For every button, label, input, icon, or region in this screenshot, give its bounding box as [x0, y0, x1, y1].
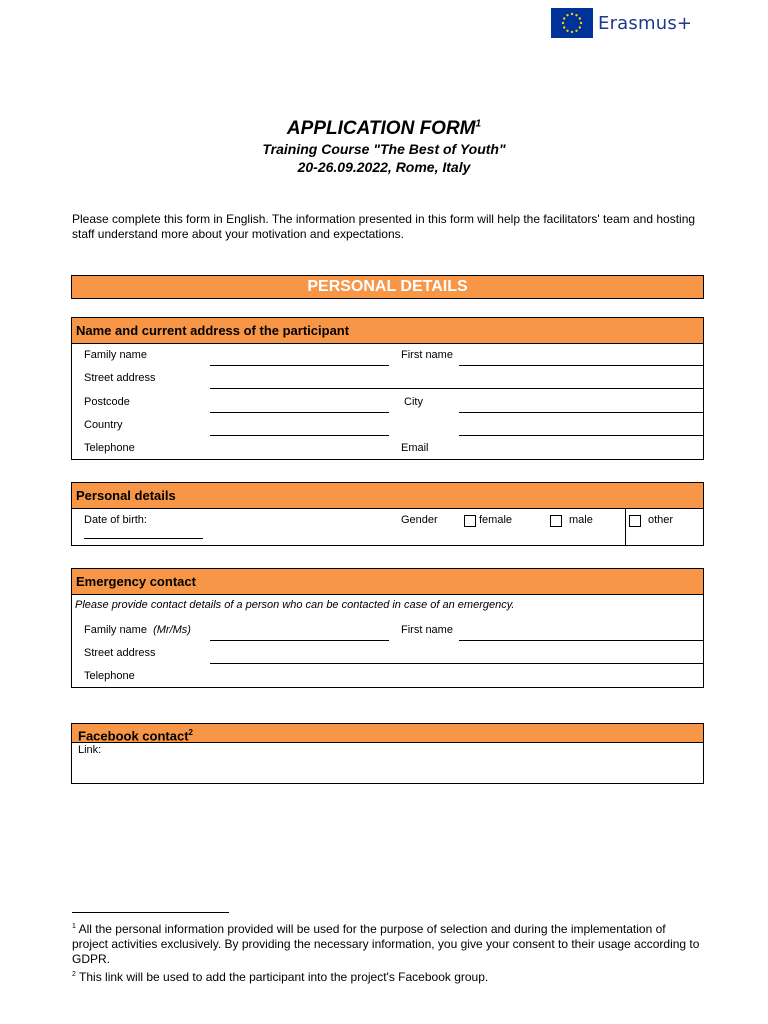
- section-banner-personal-details: PERSONAL DETAILS: [71, 275, 704, 299]
- eu-flag-icon: [551, 8, 593, 38]
- emergency-family-name-field[interactable]: [210, 640, 389, 641]
- postcode-label: Postcode: [84, 396, 130, 408]
- country-field[interactable]: [210, 435, 389, 436]
- street-address-field[interactable]: [210, 388, 704, 389]
- gender-other-label: other: [648, 514, 674, 526]
- street-address-label: Street address: [84, 372, 156, 384]
- erasmus-logo: [551, 8, 692, 38]
- email-label: Email: [401, 442, 429, 454]
- first-name-label: First name: [401, 349, 453, 361]
- gender-male-label: male: [569, 514, 593, 526]
- facebook-contact-box: [71, 723, 704, 784]
- footnote-ref-1[interactable]: 1: [475, 118, 482, 130]
- emergency-family-name-hint: (Mr/Ms): [153, 624, 191, 636]
- gender-divider: [625, 509, 626, 545]
- emergency-telephone-label: Telephone: [84, 670, 135, 682]
- first-name-field[interactable]: [459, 365, 704, 366]
- emergency-first-name-field[interactable]: [459, 640, 704, 641]
- emergency-contact-box: [71, 568, 704, 688]
- footnote-1: $^1$ All the personal information provided will be used for the purpose of selection and during the implementation of project activities exclusively. By providing the necessary information, you give your consent to their usage according to GDPR.: [72, 922, 700, 966]
- title-block: [0, 118, 768, 176]
- date-of-birth-field[interactable]: [84, 538, 203, 539]
- emergency-first-name-label: First name: [401, 624, 453, 636]
- date-of-birth-label: Date of birth:: [84, 514, 147, 526]
- gender-female-label: female: [479, 514, 513, 526]
- family-name-label: Family name: [84, 349, 147, 361]
- facebook-contact-heading: Facebook contact$^2$: [72, 724, 703, 743]
- address-box: [71, 317, 704, 460]
- page-subtitle-date: 20-26.09.2022, Rome, Italy: [297, 159, 471, 175]
- gender-male-checkbox[interactable]: [550, 515, 562, 527]
- facebook-link-label: Link:: [78, 744, 102, 756]
- page-subtitle-course: Training Course "The Best of Youth": [262, 141, 506, 157]
- country-field-extra[interactable]: [459, 435, 704, 436]
- personal-details-heading: Personal details: [72, 483, 703, 509]
- footnote-divider: [72, 912, 229, 913]
- gender-female-checkbox[interactable]: [464, 515, 476, 527]
- emergency-contact-heading: Emergency contact: [72, 569, 703, 595]
- personal-details-box: [71, 482, 704, 546]
- logo-text: Erasmus+: [598, 12, 693, 34]
- gender-label: Gender: [401, 514, 438, 526]
- city-label: City: [404, 396, 423, 408]
- telephone-label: Telephone: [84, 442, 135, 454]
- footnote-ref-2[interactable]: 2: [188, 728, 193, 737]
- family-name-field[interactable]: [210, 365, 389, 366]
- country-label: Country: [84, 419, 123, 431]
- emergency-family-name-label: Family name (Mr/Ms): [84, 624, 191, 636]
- emergency-note: Please provide contact details of a person who can be contacted in case of an emergency.: [75, 599, 515, 611]
- emergency-street-label: Street address: [84, 647, 156, 659]
- footnotes: [72, 919, 702, 985]
- address-box-heading: Name and current address of the participant: [72, 318, 703, 344]
- emergency-street-field[interactable]: [210, 663, 704, 664]
- intro-text: Please complete this form in English. The information presented in this form will help the facilitators' team and hosting staff understand more about your motivation and expectations.: [72, 212, 696, 241]
- postcode-field[interactable]: [210, 412, 389, 413]
- page-title: APPLICATION FORM$^1$: [286, 118, 482, 139]
- city-field[interactable]: [459, 412, 704, 413]
- facebook-link-field[interactable]: [112, 744, 697, 778]
- gender-other-checkbox[interactable]: [629, 515, 641, 527]
- footnote-2: $^2$ This link will be used to add the participant into the project's Facebook group.: [72, 970, 489, 984]
